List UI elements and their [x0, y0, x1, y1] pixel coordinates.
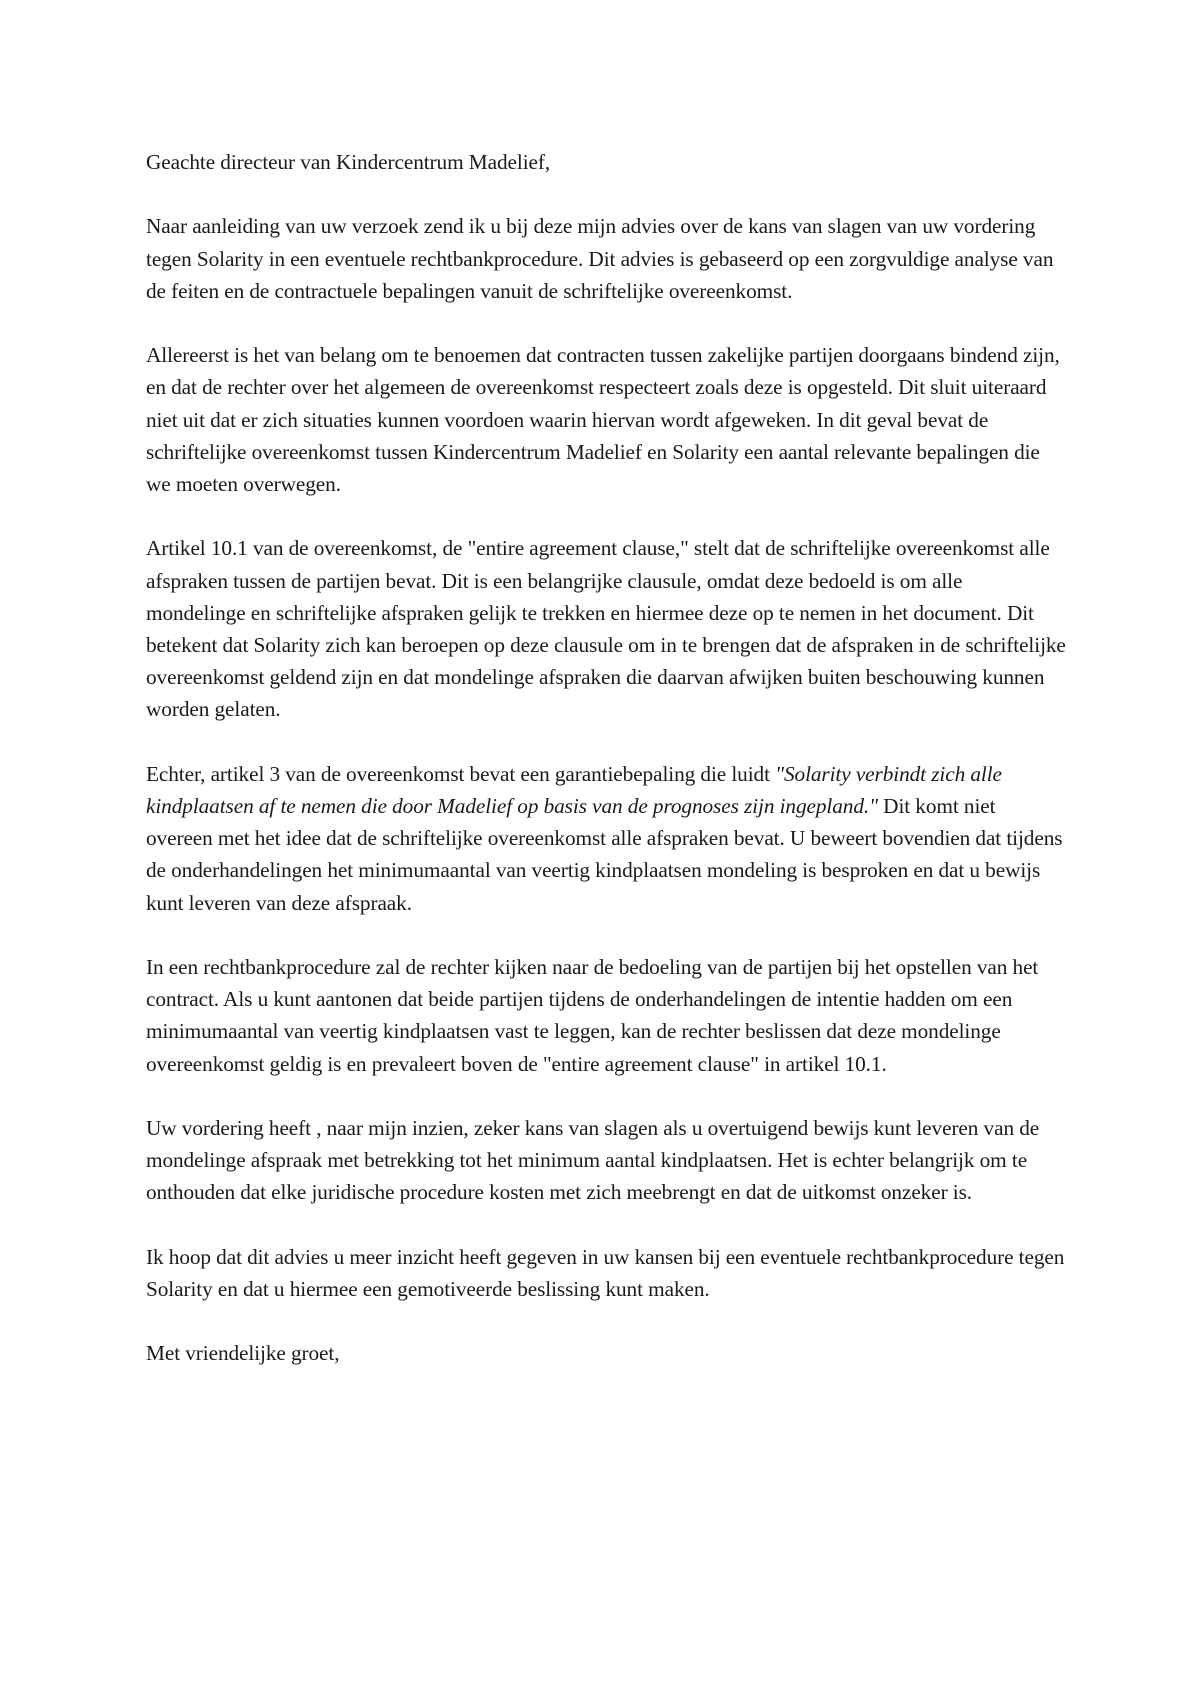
letter-salutation: Geachte directeur van Kindercentrum Madelief, — [146, 150, 551, 174]
paragraph-court-procedure: In een rechtbankprocedure zal de rechter kijken naar de bedoeling van de partijen bij het opstellen van het contract. Als u kunt aantonen dat beide partijen tijdens de onderhandelingen de intentie hadden om een minimumaantal van veertig kindplaatsen vast te leggen, kan de rechter beslissen dat deze mondelinge overeenkomst geldig is en prevaleert boven de "entire agreement clause" in artikel 10.1. — [146, 955, 1039, 1076]
letter-closing: Met vriendelijke groet, — [146, 1341, 340, 1366]
letter-body — [146, 146, 1066, 1402]
paragraph-guarantee-rest: Dit komt niet overeen met het idee dat de schriftelijke overeenkomst alle afspraken bevat. U beweert bovendien dat tijdens de onderhandelingen het minimumaantal van veertig kindplaatsen mondeling is besproken en dat u bewijs kunt leveren van deze afspraak. — [146, 794, 1063, 915]
paragraph-binding-contracts: Allereerst is het van belang om te benoemen dat contracten tussen zakelijke partijen doorgaans bindend zijn, en dat de rechter over het algemeen de overeenkomst respecteert zoals deze is opgesteld. Dit sluit uiteraard niet uit dat er zich situaties kunnen voordoen waarin hiervan wordt afgeweken. In dit geval bevat de schriftelijke overeenkomst tussen Kindercentrum Madelief en Solarity een aantal relevante bepalingen die we moeten overwegen. — [146, 343, 1060, 496]
paragraph-guarantee-clause — [146, 758, 1066, 919]
paragraph-chance-of-success: Uw vordering heeft , naar mijn inzien, zeker kans van slagen als u overtuigend bewijs kunt leveren van de mondelinge afspraak met betrekking tot het minimum aantal kindplaatsen. Het is echter belangrijk om te onthouden dat elke juridische procedure kosten met zich meebrengt en dat de uitkomst onzeker is. — [146, 1116, 1040, 1205]
paragraph-conclusion: Ik hoop dat dit advies u meer inzicht heeft gegeven in uw kansen bij een eventuele rechtbankprocedure tegen Solarity en dat u hiermee een gemotiveerde beslissing kunt maken. — [146, 1244, 1065, 1301]
paragraph-guarantee-intro: Echter, artikel 3 van de overeenkomst bevat een garantiebepaling die luidt — [146, 761, 776, 786]
guarantee-quote: "Solarity verbindt zich alle kindplaatsen af te nemen die door Madelief op basis van de prognoses zijn ingepland." — [146, 761, 1002, 818]
paragraph-introduction: Naar aanleiding van uw verzoek zend ik u bij deze mijn advies over de kans van slagen van uw vordering tegen Solarity in een eventuele rechtbankprocedure. Dit advies is gebaseerd op een zorgvuldige analyse van de feiten en de contractuele bepalingen vanuit de schriftelijke overeenkomst. — [146, 214, 1054, 303]
paragraph-entire-agreement: Artikel 10.1 van de overeenkomst, de "entire agreement clause," stelt dat de schriftelijke overeenkomst alle afspraken tussen de partijen bevat. Dit is een belangrijke clausule, omdat deze bedoeld is om alle mondelinge en schriftelijke afspraken gelijk te trekken en hiermee deze op te nemen in het document. Dit betekent dat Solarity zich kan beroepen op deze clausule om in te brengen dat de afspraken in de schriftelijke overeenkomst geldend zijn en dat mondelinge afspraken die daarvan afwijken buiten beschouwing kunnen worden gelaten. — [146, 536, 1066, 722]
